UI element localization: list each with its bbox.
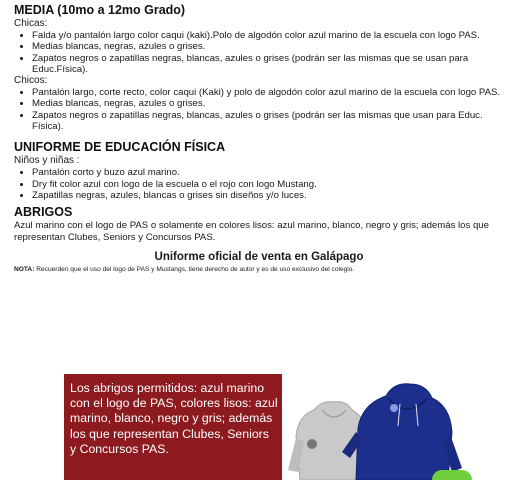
boys-label: Chicos:	[14, 75, 48, 87]
list-item: • Pantalón largo, corte recto, color caqui (Kaki) y polo de algodón color azul marino de la escuela con logo PAS.	[32, 87, 504, 98]
note-label: NOTA:	[14, 265, 35, 273]
list-item: • Falda y/o pantalón largo color caqui (kaki).Polo de algodón color azul marino de la escuela con logo PAS.	[32, 30, 504, 41]
copyright-note	[14, 265, 504, 274]
pe-list	[14, 167, 504, 201]
list-item: • Pantalón corto y buzo azul marino.	[32, 167, 504, 178]
pe-label: Niños y niñas :	[14, 155, 80, 167]
navy-hoodie-icon	[342, 384, 462, 480]
list-item: • Zapatos negros o zapatillas negras, blancas, azules o grises (podrán ser las mismas que usan para Educ. Física).	[32, 110, 504, 133]
list-item: • Medias blancas, negras, azules o grises.	[32, 98, 504, 109]
section-coats-title: ABRIGOS	[14, 205, 73, 220]
girls-list	[14, 30, 504, 75]
decorative-shape	[432, 470, 472, 480]
coats-text: Azul marino con el logo de PAS o solamente en colores lisos: azul marino, blanco, negro y gris; además los que representan Clubes, Seniors y Concursos PAS.	[14, 220, 489, 243]
note-text: Recuerden que el uso del logo de PAS y Mustangs, tiene derecho de autor y es de uso exclusivo del colegio.	[34, 265, 355, 273]
promo-text: Los abrigos permitidos: azul marino con el logo de PAS, colores lisos: azul marino, blanco, negro y gris; además los que representan Clubes, Seniors y Concursos PAS.	[70, 381, 278, 456]
document-page	[14, 0, 504, 274]
girls-label: Chicas:	[14, 18, 48, 29]
hoodies-image	[282, 380, 472, 480]
boys-list	[14, 87, 504, 132]
official-title: Uniforme oficial de venta en Galápago	[154, 250, 364, 263]
list-item: • Zapatillas negras, azules, blancas o grises sin diseños y/o luces.	[32, 190, 504, 201]
list-item: • Dry fit color azul con logo de la escuela o el rojo con logo Mustang.	[32, 179, 504, 190]
list-item: • Medias blancas, negras, azules o grises.	[32, 41, 504, 52]
section-media-title: MEDIA (10mo a 12mo Grado)	[14, 3, 186, 17]
list-item: • Zapatos negros o zapatillas negras, blancas, azules o grises (podrán ser las mismas que se usan para Educ.Física).	[32, 53, 504, 76]
section-pe-title: UNIFORME DE EDUCACIÓN FÍSICA	[14, 140, 226, 155]
